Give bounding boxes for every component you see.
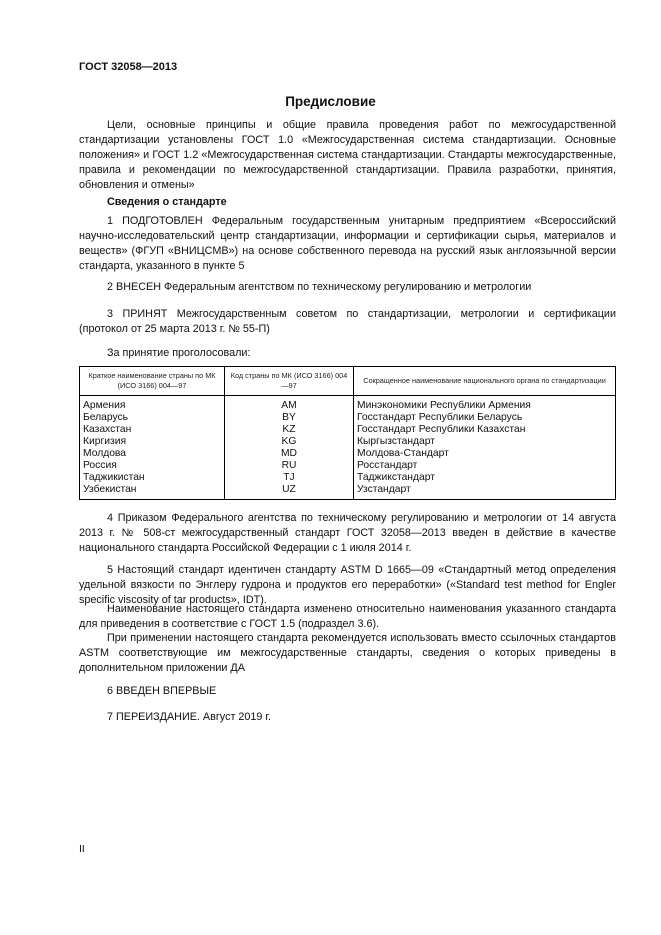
item-2-paragraph: 2 ВНЕСЕН Федеральным агентством по техническому регулированию и метрологии [107,281,532,293]
item-5-name-note: Наименование настоящего стандарта изменено относительно наименования указанного стандарта для приведения в соответствие с ГОСТ 1.5 (подраздел 3.6). [79,603,616,630]
code-cell: TJ [225,472,354,484]
page-number: II [79,843,85,855]
document-id-header: ГОСТ 32058—2013 [79,61,178,73]
item-1-paragraph: 1 ПОДГОТОВЛЕН Федеральным государственным унитарным предприятием «Всероссийский научно-исследовательский центр стандартизации, информации и сертификации сырья, материалов и веществ» (ФГУП «ВНИЦСМВ») на основе собственного перевода на русский язык англоязычной версии стандарта, указанного в пункте 5 [79,215,616,272]
table-row [80,448,616,460]
intro-paragraph: Цели, основные принципы и общие правила проведения работ по межгосударственной стандартизации установлены ГОСТ 1.0 «Межгосударственная система стандартизации. Основные положения» и ГОСТ 1.2 «Межгосударственная система стандартизации. Стандарты межгосударственные, правила и рекомендации по межгосударственной стандартизации. Правила разработки, принятия, обновления и отмены» [79,119,616,191]
voted-label: За принятие проголосовали: [107,347,251,359]
authority-cell: Молдова-Стандарт [354,448,616,460]
authority-cell: Госстандарт Республики Беларусь [354,412,616,424]
table-row [80,472,616,484]
country-cell: Казахстан [80,424,225,436]
table-row [80,396,616,413]
table-row [80,460,616,472]
code-cell: RU [225,460,354,472]
code-cell: AM [225,396,354,413]
table-row [80,412,616,424]
table-header-row [80,367,616,396]
country-cell: Молдова [80,448,225,460]
item-7-paragraph: 7 ПЕРЕИЗДАНИЕ. Август 2019 г. [107,711,272,723]
item-4-paragraph: 4 Приказом Федерального агентства по техническому регулированию и метрологии от 14 августа 2013 г. № 508-ст межгосударственный стандарт ГОСТ 32058—2013 введен в действие в качестве национального стандарта Российской Федерации с 1 июля 2014 г. [79,512,616,554]
authority-cell: Узстандарт [354,484,616,500]
column-header-country: Краткое наименование страны по МК (ИСО 3166) 004—97 [80,367,225,396]
item-3-paragraph: 3 ПРИНЯТ Межгосударственным советом по стандартизации, метрологии и сертификации (протокол от 25 марта 2013 г. № 55-П) [79,308,616,335]
country-cell: Киргизия [80,436,225,448]
voting-table [79,366,616,500]
authority-cell: Кыргызстандарт [354,436,616,448]
column-header-code: Код страны по МК (ИСО 3166) 004—97 [225,367,354,396]
code-cell: BY [225,412,354,424]
section-heading: Сведения о стандарте [107,196,227,208]
authority-cell: Минэкономики Республики Армения [354,396,616,413]
country-cell: Беларусь [80,412,225,424]
column-header-authority: Сокращенное наименование национального органа по стандартизации [354,367,616,396]
table-row [80,424,616,436]
item-6-paragraph: 6 ВВЕДЕН ВПЕРВЫЕ [107,685,217,697]
item-5-references-note: При применении настоящего стандарта рекомендуется использовать вместо ссылочных стандартов ASTM соответствующие им межгосударственные стандарты, сведения о которых приведены в дополнительном приложении ДА [79,632,616,674]
authority-cell: Росстандарт [354,460,616,472]
country-cell: Россия [80,460,225,472]
page-title: Предисловие [285,94,376,109]
code-cell: MD [225,448,354,460]
table-row [80,484,616,500]
authority-cell: Таджикстандарт [354,472,616,484]
authority-cell: Госстандарт Республики Казахстан [354,424,616,436]
code-cell: KG [225,436,354,448]
item-5-paragraph: 5 Настоящий стандарт идентичен стандарту ASTM D 1665—09 «Стандартный метод определения удельной вязкости по Энглеру гудрона и продуктов его переработки» («Standard test method for Engler specific viscosity of tar products», IDT). [79,564,616,606]
country-cell: Таджикистан [80,472,225,484]
code-cell: UZ [225,484,354,500]
code-cell: KZ [225,424,354,436]
country-cell: Узбекистан [80,484,225,500]
country-cell: Армения [80,396,225,413]
table-row [80,436,616,448]
